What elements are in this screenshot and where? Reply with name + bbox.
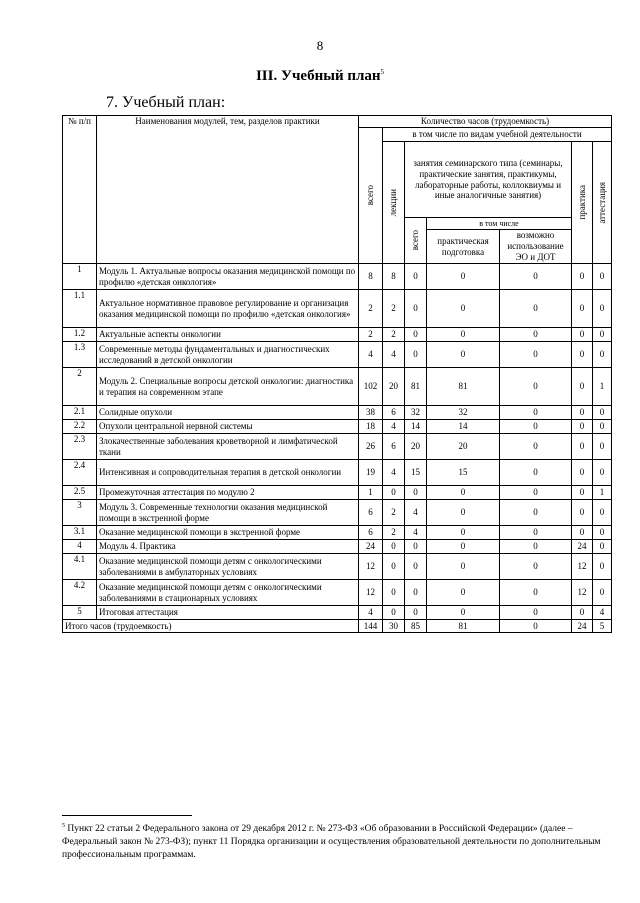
header-practice (572, 142, 593, 264)
curriculum-table (62, 115, 612, 633)
hours-cell: 0 (405, 554, 427, 580)
hours-cell: 0 (500, 540, 572, 554)
hours-cell: 0 (427, 328, 500, 342)
hours-cell: 18 (359, 420, 383, 434)
hours-cell: 0 (500, 460, 572, 486)
hours-cell: 0 (427, 500, 500, 526)
row-number: 4.2 (63, 580, 97, 606)
hours-cell: 0 (500, 500, 572, 526)
header-practice-text: практика (576, 185, 587, 220)
header-practical-training: практическая подготовка (427, 230, 500, 264)
header-total-text: всего (365, 185, 376, 206)
hours-cell: 0 (500, 606, 572, 620)
hours-cell: 0 (405, 540, 427, 554)
hours-cell: 0 (593, 580, 612, 606)
page-heading (0, 68, 640, 85)
footnote-text: Пункт 22 статьи 2 Федерального закона от 29 декабря 2012 г. № 273-ФЗ «Об образовании в Российской Федерации» (далее – Федеральный закон № 273-ФЗ); пункт 11 Порядка организации и осуществления образовательной деятельности по дополнительным профессиональным программам. (62, 824, 601, 860)
row-name: Модуль 2. Специальные вопросы детской онкологии: диагностика и терапия на современном этапе (97, 368, 359, 406)
hours-cell: 0 (427, 526, 500, 540)
hours-cell: 0 (593, 328, 612, 342)
hours-cell: 8 (383, 264, 405, 290)
row-name: Злокачественные заболевания кроветворной и лимфатической ткани (97, 434, 359, 460)
hours-cell: 0 (593, 460, 612, 486)
row-number: 3.1 (63, 526, 97, 540)
topic-row (63, 580, 612, 606)
hours-cell: 0 (427, 290, 500, 328)
total-hours-cell: 81 (427, 620, 500, 633)
hours-cell: 0 (593, 540, 612, 554)
hours-cell: 0 (427, 540, 500, 554)
row-number: 2.4 (63, 460, 97, 486)
topic-row (63, 526, 612, 540)
hours-cell: 2 (383, 290, 405, 328)
hours-cell: 0 (500, 406, 572, 420)
hours-cell: 6 (383, 406, 405, 420)
module-row (63, 540, 612, 554)
hours-cell: 0 (572, 290, 593, 328)
hours-cell: 2 (383, 526, 405, 540)
row-number: 2.3 (63, 434, 97, 460)
hours-cell: 0 (593, 264, 612, 290)
hours-cell: 4 (383, 460, 405, 486)
hours-cell: 12 (572, 554, 593, 580)
hours-cell: 0 (593, 342, 612, 368)
hours-cell: 0 (572, 434, 593, 460)
hours-cell: 102 (359, 368, 383, 406)
hours-cell: 0 (405, 580, 427, 606)
hours-cell: 4 (405, 500, 427, 526)
hours-cell: 0 (500, 264, 572, 290)
total-label: Итого часов (трудоемкость) (63, 620, 359, 633)
hours-cell: 12 (359, 554, 383, 580)
row-name: Актуальное нормативное правовое регулирование и организация оказания медицинской помощи по профилю «детская онкология» (97, 290, 359, 328)
hours-cell: 0 (572, 606, 593, 620)
table-body (63, 264, 612, 633)
hours-cell: 0 (405, 606, 427, 620)
hours-cell: 0 (405, 290, 427, 328)
hours-cell: 20 (405, 434, 427, 460)
total-hours-cell: 30 (383, 620, 405, 633)
total-row (63, 620, 612, 633)
header-seminar-total (405, 218, 427, 264)
hours-cell: 4 (593, 606, 612, 620)
hours-cell: 0 (572, 368, 593, 406)
hours-cell: 0 (405, 328, 427, 342)
hours-cell: 0 (593, 554, 612, 580)
hours-cell: 14 (405, 420, 427, 434)
module-row (63, 264, 612, 290)
row-number: 2.1 (63, 406, 97, 420)
hours-cell: 4 (359, 342, 383, 368)
hours-cell: 0 (500, 580, 572, 606)
hours-cell: 0 (427, 486, 500, 500)
hours-cell: 0 (500, 554, 572, 580)
hours-cell: 0 (427, 580, 500, 606)
hours-cell: 0 (427, 264, 500, 290)
hours-cell: 4 (405, 526, 427, 540)
row-name: Опухоли центральной нервной системы (97, 420, 359, 434)
hours-cell: 81 (427, 368, 500, 406)
row-name: Модуль 1. Актуальные вопросы оказания медицинской помощи по профилю «детская онкология» (97, 264, 359, 290)
hours-cell: 0 (427, 606, 500, 620)
topic-row (63, 406, 612, 420)
total-hours-cell: 5 (593, 620, 612, 633)
hours-cell: 0 (593, 434, 612, 460)
hours-cell: 0 (593, 500, 612, 526)
row-name: Оказание медицинской помощи детям с онкологическими заболеваниями в стационарных условиях (97, 580, 359, 606)
hours-cell: 0 (593, 406, 612, 420)
hours-cell: 0 (593, 526, 612, 540)
hours-cell: 0 (500, 328, 572, 342)
total-hours-cell: 85 (405, 620, 427, 633)
hours-cell: 2 (383, 328, 405, 342)
hours-cell: 0 (572, 328, 593, 342)
row-number: 4 (63, 540, 97, 554)
hours-cell: 26 (359, 434, 383, 460)
row-name: Итоговая аттестация (97, 606, 359, 620)
hours-cell: 0 (593, 420, 612, 434)
module-row (63, 500, 612, 526)
hours-cell: 0 (383, 554, 405, 580)
row-name: Современные методы фундаментальных и диагностических исследований в детской онкологии (97, 342, 359, 368)
hours-cell: 0 (500, 486, 572, 500)
hours-cell: 15 (405, 460, 427, 486)
hours-cell: 19 (359, 460, 383, 486)
hours-cell: 8 (359, 264, 383, 290)
total-hours-cell: 0 (500, 620, 572, 633)
row-number: 1.1 (63, 290, 97, 328)
hours-cell: 0 (405, 486, 427, 500)
hours-cell: 20 (427, 434, 500, 460)
total-hours-cell: 144 (359, 620, 383, 633)
hours-cell: 0 (572, 526, 593, 540)
hours-cell: 6 (383, 434, 405, 460)
hours-cell: 0 (383, 606, 405, 620)
hours-cell: 0 (500, 290, 572, 328)
topic-row (63, 328, 612, 342)
topic-row (63, 554, 612, 580)
row-number: 4.1 (63, 554, 97, 580)
hours-cell: 0 (572, 486, 593, 500)
hours-cell: 1 (359, 486, 383, 500)
hours-cell: 4 (383, 342, 405, 368)
row-name: Солидные опухоли (97, 406, 359, 420)
header-attestation (593, 142, 612, 264)
hours-cell: 0 (405, 342, 427, 368)
header-total (359, 128, 383, 264)
hours-cell: 0 (500, 526, 572, 540)
header-attestation-text: аттестация (596, 181, 607, 224)
hours-cell: 0 (427, 342, 500, 368)
topic-row (63, 434, 612, 460)
hours-cell: 81 (405, 368, 427, 406)
module-row (63, 606, 612, 620)
hours-cell: 12 (359, 580, 383, 606)
hours-cell: 38 (359, 406, 383, 420)
topic-row (63, 460, 612, 486)
row-number: 1 (63, 264, 97, 290)
footnote-divider (62, 815, 192, 816)
hours-cell: 0 (427, 554, 500, 580)
total-hours-cell: 24 (572, 620, 593, 633)
header-incl: в том числе (427, 218, 572, 230)
header-lectures-text: лекции (388, 188, 399, 217)
row-number: 2.2 (63, 420, 97, 434)
hours-cell: 0 (593, 290, 612, 328)
hours-cell: 0 (500, 368, 572, 406)
module-row (63, 368, 612, 406)
hours-cell: 6 (359, 500, 383, 526)
hours-cell: 4 (383, 420, 405, 434)
hours-cell: 0 (500, 420, 572, 434)
row-name: Модуль 4. Практика (97, 540, 359, 554)
hours-cell: 6 (359, 526, 383, 540)
topic-row (63, 486, 612, 500)
hours-cell: 0 (383, 580, 405, 606)
hours-cell: 12 (572, 580, 593, 606)
hours-cell: 20 (383, 368, 405, 406)
heading-text: III. Учебный план (255, 68, 381, 84)
hours-cell: 1 (593, 486, 612, 500)
header-seminar: занятия семинарского типа (семинары, практические занятия, практикумы, лабораторные работы, коллоквиумы и иные аналогичные занятия) (405, 142, 572, 218)
hours-cell: 2 (359, 328, 383, 342)
row-number: 2.5 (63, 486, 97, 500)
hours-cell: 24 (359, 540, 383, 554)
hours-cell: 32 (405, 406, 427, 420)
topic-row (63, 290, 612, 328)
heading-footnote-mark: 5 (380, 68, 385, 76)
hours-cell: 0 (572, 460, 593, 486)
header-num: № п/п (63, 116, 97, 264)
hours-cell: 0 (405, 264, 427, 290)
hours-cell: 0 (383, 540, 405, 554)
hours-cell: 0 (500, 434, 572, 460)
header-by-type: в том числе по видам учебной деятельности (383, 128, 612, 142)
hours-cell: 2 (359, 290, 383, 328)
header-hours: Количество часов (трудоемкость) (359, 116, 612, 128)
row-name: Актуальные аспекты онкологии (97, 328, 359, 342)
header-seminar-total-text: всего (410, 230, 421, 251)
hours-cell: 0 (572, 264, 593, 290)
row-number: 1.2 (63, 328, 97, 342)
header-eo-dot: возможно использование ЭО и ДОТ (500, 230, 572, 264)
hours-cell: 0 (383, 486, 405, 500)
row-name: Оказание медицинской помощи детям с онкологическими заболеваниями в амбулаторных условиях (97, 554, 359, 580)
row-name: Интенсивная и сопроводительная терапия в детской онкологии (97, 460, 359, 486)
row-name: Модуль 3. Современные технологии оказания медицинской помощи в экстренной форме (97, 500, 359, 526)
hours-cell: 2 (383, 500, 405, 526)
row-number: 1.3 (63, 342, 97, 368)
row-number: 3 (63, 500, 97, 526)
topic-row (63, 342, 612, 368)
hours-cell: 0 (572, 342, 593, 368)
header-name: Наименования модулей, тем, разделов практики (97, 116, 359, 264)
footnote (62, 822, 610, 862)
topic-row (63, 420, 612, 434)
row-number: 5 (63, 606, 97, 620)
hours-cell: 32 (427, 406, 500, 420)
hours-cell: 0 (500, 342, 572, 368)
hours-cell: 14 (427, 420, 500, 434)
footnote-mark: 5 (62, 823, 65, 829)
hours-cell: 15 (427, 460, 500, 486)
hours-cell: 0 (572, 500, 593, 526)
page-number: 8 (316, 38, 324, 53)
row-name: Оказание медицинской помощи в экстренной форме (97, 526, 359, 540)
hours-cell: 0 (572, 406, 593, 420)
hours-cell: 0 (572, 420, 593, 434)
hours-cell: 4 (359, 606, 383, 620)
hours-cell: 1 (593, 368, 612, 406)
row-name: Промежуточная аттестация по модулю 2 (97, 486, 359, 500)
row-number: 2 (63, 368, 97, 406)
hours-cell: 24 (572, 540, 593, 554)
header-lectures (383, 142, 405, 264)
section-subheading: 7. Учебный план: (106, 94, 226, 111)
